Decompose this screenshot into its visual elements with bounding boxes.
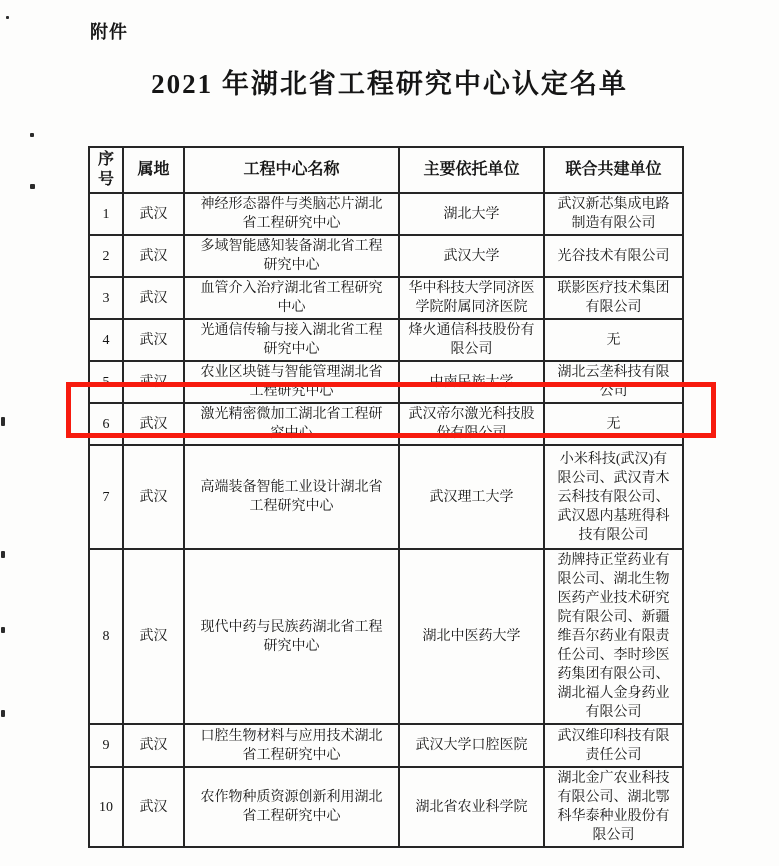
cell-joint-unit: 劲牌持正堂药业有限公司、湖北生物医药产业技术研究院有限公司、新疆维吾尔药业有限责任公司、李时珍医药集团有限公司、湖北福人金身药业有限公司 [544, 549, 683, 724]
cell-center-name: 光通信传输与接入湖北省工程研究中心 [184, 319, 399, 361]
cell-center-name: 农业区块链与智能管理湖北省工程研究中心 [184, 361, 399, 403]
cell-serial-no: 4 [89, 319, 123, 361]
cell-region: 武汉 [123, 403, 184, 445]
scan-speck [6, 16, 9, 19]
cell-joint-unit: 光谷技术有限公司 [544, 235, 683, 277]
table-header-row [89, 147, 683, 193]
col-header-serial-no: 序号 [89, 147, 123, 193]
col-header-center-name: 工程中心名称 [184, 147, 399, 193]
cell-center-name: 神经形态器件与类脑芯片湖北省工程研究中心 [184, 193, 399, 235]
cell-serial-no: 9 [89, 724, 123, 767]
cell-joint-unit: 小米科技(武汉)有限公司、武汉青木云科技有限公司、武汉恩内基班得科技有限公司 [544, 445, 683, 549]
col-header-host-unit: 主要依托单位 [399, 147, 544, 193]
cell-center-name: 农作物种质资源创新利用湖北省工程研究中心 [184, 767, 399, 847]
cell-center-name: 现代中药与民族药湖北省工程研究中心 [184, 549, 399, 724]
cell-serial-no: 2 [89, 235, 123, 277]
cell-region: 武汉 [123, 193, 184, 235]
cell-joint-unit: 武汉维印科技有限责任公司 [544, 724, 683, 767]
table-row-7 [89, 445, 683, 549]
cell-joint-unit: 湖北云垄科技有限公司 [544, 361, 683, 403]
cell-host-unit: 中南民族大学 [399, 361, 544, 403]
table-row-1 [89, 193, 683, 235]
cell-joint-unit: 无 [544, 403, 683, 445]
table-row-6 [89, 403, 683, 445]
scan-speck [1, 551, 5, 558]
cell-center-name: 多域智能感知装备湖北省工程研究中心 [184, 235, 399, 277]
scan-speck [1, 710, 5, 717]
cell-host-unit: 湖北大学 [399, 193, 544, 235]
cell-region: 武汉 [123, 235, 184, 277]
table-row-2 [89, 235, 683, 277]
table-row-8 [89, 549, 683, 724]
cell-joint-unit: 无 [544, 319, 683, 361]
table-row-5 [89, 361, 683, 403]
cell-host-unit: 湖北中医药大学 [399, 549, 544, 724]
cell-serial-no: 10 [89, 767, 123, 847]
attachment-label: 附件 [90, 22, 128, 42]
cell-serial-no: 5 [89, 361, 123, 403]
cell-region: 武汉 [123, 361, 184, 403]
cell-serial-no: 8 [89, 549, 123, 724]
scan-speck [30, 133, 34, 137]
cell-region: 武汉 [123, 277, 184, 319]
cell-serial-no: 7 [89, 445, 123, 549]
table-body [89, 193, 683, 847]
cell-center-name: 血管介入治疗湖北省工程研究中心 [184, 277, 399, 319]
cell-region: 武汉 [123, 319, 184, 361]
cell-host-unit: 烽火通信科技股份有限公司 [399, 319, 544, 361]
table-row-9 [89, 724, 683, 767]
scan-speck [1, 417, 5, 426]
cell-serial-no: 6 [89, 403, 123, 445]
recognition-table [88, 146, 684, 848]
table-row-3 [89, 277, 683, 319]
cell-host-unit: 武汉大学口腔医院 [399, 724, 544, 767]
cell-center-name: 口腔生物材料与应用技术湖北省工程研究中心 [184, 724, 399, 767]
cell-joint-unit: 湖北金广农业科技有限公司、湖北鄂科华泰种业股份有限公司 [544, 767, 683, 847]
cell-center-name: 高端装备智能工业设计湖北省工程研究中心 [184, 445, 399, 549]
cell-host-unit: 湖北省农业科学院 [399, 767, 544, 847]
cell-joint-unit: 联影医疗技术集团有限公司 [544, 277, 683, 319]
table-row-4 [89, 319, 683, 361]
page-title: 2021 年湖北省工程研究中心认定名单 [151, 69, 628, 99]
cell-center-name: 激光精密微加工湖北省工程研究中心 [184, 403, 399, 445]
cell-host-unit: 华中科技大学同济医学院附属同济医院 [399, 277, 544, 319]
cell-region: 武汉 [123, 549, 184, 724]
cell-region: 武汉 [123, 767, 184, 847]
cell-host-unit: 武汉大学 [399, 235, 544, 277]
col-header-joint-unit: 联合共建单位 [544, 147, 683, 193]
scan-speck [30, 184, 35, 189]
scan-speck [1, 627, 5, 633]
col-header-region: 属地 [123, 147, 184, 193]
cell-serial-no: 3 [89, 277, 123, 319]
cell-host-unit: 武汉理工大学 [399, 445, 544, 549]
table-row-10 [89, 767, 683, 847]
cell-region: 武汉 [123, 445, 184, 549]
cell-joint-unit: 武汉新芯集成电路制造有限公司 [544, 193, 683, 235]
cell-host-unit: 武汉帝尔激光科技股份有限公司 [399, 403, 544, 445]
cell-serial-no: 1 [89, 193, 123, 235]
cell-region: 武汉 [123, 724, 184, 767]
